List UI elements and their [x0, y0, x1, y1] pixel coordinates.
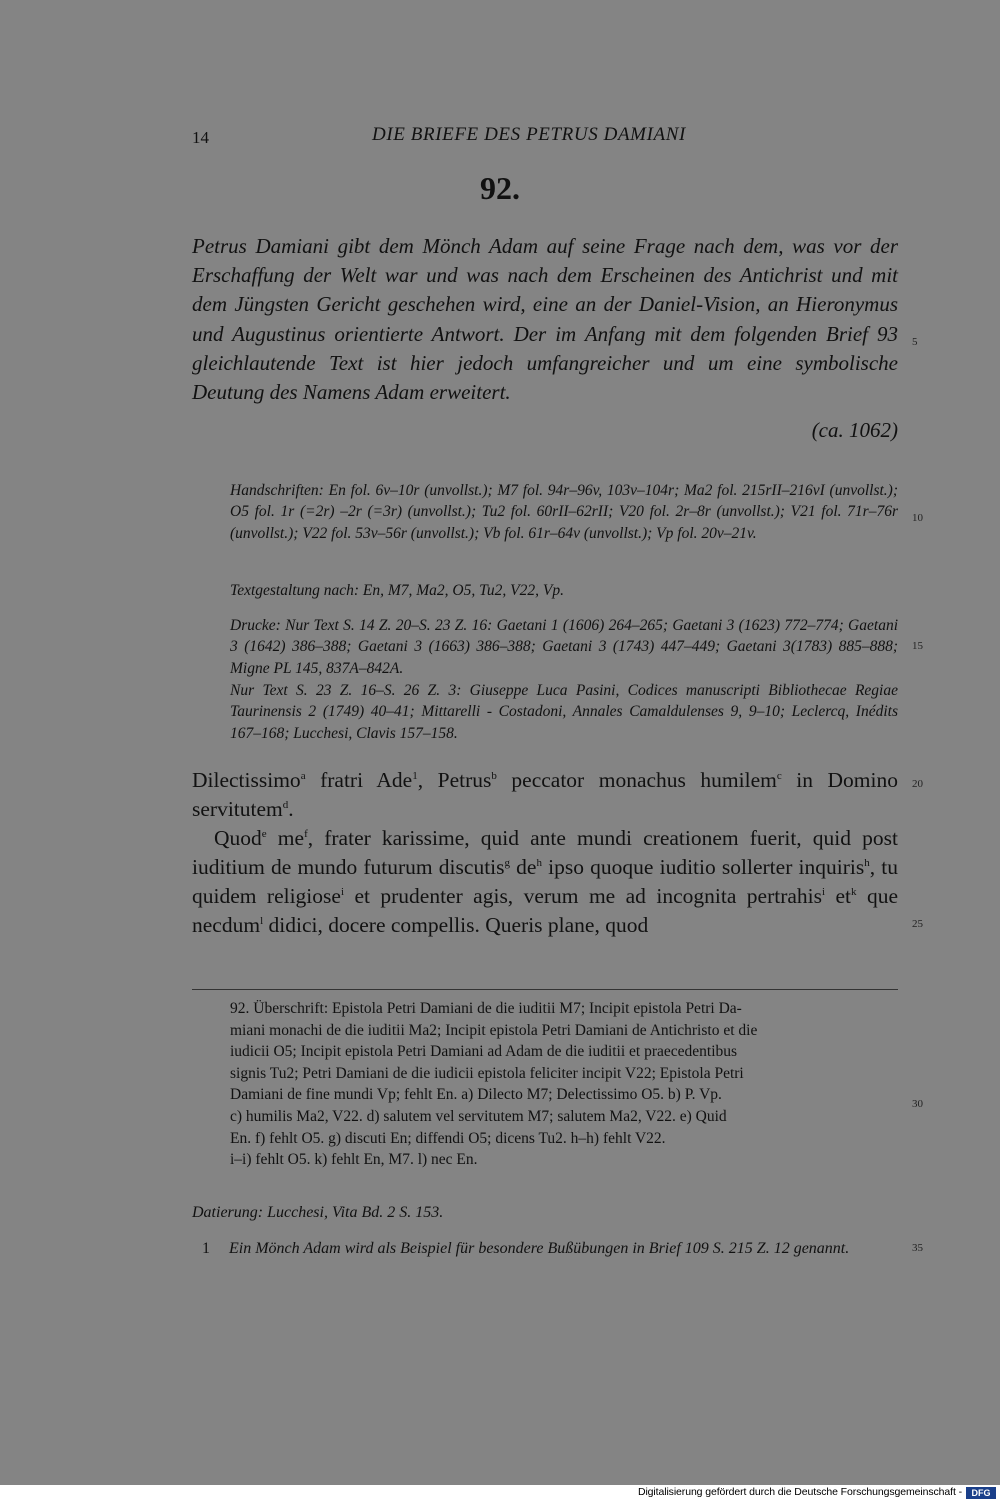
line-number: 10: [912, 512, 923, 524]
letter-number: 92.: [480, 170, 520, 206]
line-number: 20: [912, 778, 923, 790]
manuscripts-list: Handschriften: En fol. 6v–10r (unvollst.); M7 fol. 94r–96v, 103v–104r; Ma2 fol. 215rII–216vI (unvollst.); O5 fol. 1r (=2r) –2r (=3r) (unvollst.); Tu2 fol. 60rII–62rII; V20 fol. 2r–8r (unvollst.); V21 fol. 71r–76r (unvollst.); V22 fol. 53v–56r (unvollst.); Vb fol. 61r–64v (unvollst.); Vp fol. 20v–21v.: [230, 482, 898, 542]
critical-apparatus: [230, 998, 898, 1171]
apparatus-line: miani monachi de die iuditii Ma2; Incipit epistola Petri Damiani de Antichristo et die: [230, 1021, 758, 1039]
line-number: 15: [912, 640, 923, 652]
prints-list-2: Nur Text S. 23 Z. 16–S. 26 Z. 3: Giuseppe Luca Pasini, Codices manuscripti Bibliothecae Regiae Taurinensis 2 (1749) 40–41; Mittarelli - Costadoni, Annales Camaldulenses 9, 9–10; Leclercq, Inédits 167–168; Lucchesi, Clavis 157–158.: [230, 682, 898, 742]
line-number: 35: [912, 1242, 923, 1254]
dfg-logo: DFG: [966, 1487, 996, 1499]
apparatus-line: iudicii O5; Incipit epistola Petri Damiani ad Adam de die iuditii et praecedentibus: [230, 1043, 738, 1061]
letter-dating: (ca. 1062): [811, 418, 898, 442]
opening-paragraph: Quod$^e$ $me^f$, frater karissime, quid ante mundi creationem fuerit, quid post iuditium de mundo futurum discutis$^g$ $de^h$ ipso quoque iuditio sollerter inquiris$^h$, tu quidem religiose$^i$ et prudenter agis, verum me ad incognita pertrahis$^i$ $et^k$ que necdum$^l$ didici, docere compellis. Queris plane, quod: [192, 826, 898, 937]
footnote-text: Ein Mönch Adam wird als Beispiel für besondere Bußübungen in Brief 109 S. 215 Z. 12 genannt.: [229, 1240, 850, 1257]
line-number: 30: [912, 1098, 923, 1110]
running-title: DIE BRIEFE DES PETRUS DAMIANI: [372, 124, 686, 145]
apparatus-line: 92. Überschrift: Epistola Petri Damiani de die iuditii M7; Incipit epistola Petri Da-: [230, 1000, 742, 1017]
line-number: 5: [912, 336, 918, 348]
footer-bar: [0, 1485, 1000, 1501]
datierung-note: Datierung: Lucchesi, Vita Bd. 2 S. 153.: [192, 1204, 444, 1221]
letter-summary: Petrus Damiani gibt dem Mönch Adam auf seine Frage nach dem, was vor der Erschaffung der Welt war und was nach dem Erscheinen des Antichrist und mit dem Jüngsten Gericht geschehen wird, eine an der Daniel-Vision, an Hieronymus und Augustinus orientierte Antwort. Der im Anfang mit dem folgenden Brief 93 gleichlautende Text ist hier jedoch umfangreicher und um eine symbolische Deutung des Namens Adam erweitert.: [192, 234, 898, 405]
footer-credit: Digitalisierung gefördert durch die Deutsche Forschungsgemeinschaft -: [637, 1486, 962, 1498]
footnote-number: 1: [202, 1240, 210, 1257]
page-number: 14: [192, 128, 209, 147]
footnote-divider: [192, 989, 898, 990]
text-basis: Textgestaltung nach: En, M7, Ma2, O5, Tu2, V22, Vp.: [230, 582, 564, 599]
apparatus-line: i–i) fehlt O5. k) fehlt En, M7. l) nec En.: [230, 1151, 478, 1169]
line-number: 25: [912, 918, 923, 930]
letter-main-text: [192, 766, 898, 940]
footnote: [202, 1238, 898, 1260]
salutation: Dilectissimo$^a$ fratri Ade$^1$, Petrus$^b$ peccator monachus humilem$^c$ in Domino servitutem$^d$.: [192, 768, 899, 821]
apparatus-line: signis Tu2; Petri Damiani de die iudicii epistola feliciter incipit V22; Epistola Petri: [230, 1064, 744, 1082]
apparatus-line: En. f) fehlt O5. g) discuti En; diffendi O5; dicens Tu2. h–h) fehlt V22.: [230, 1129, 666, 1147]
prints-list: Drucke: Nur Text S. 14 Z. 20–S. 23 Z. 16: Gaetani 1 (1606) 264–265; Gaetani 3 (1623) 772–774; Gaetani 3 (1642) 386–388; Gaetani 3 (1663) 386–388; Gaetani 3 (1743) 447–449; Gaetani 3(1783) 885–888; Migne PL 145, 837A–842A.: [230, 617, 898, 677]
apparatus-line: c) humilis Ma2, V22. d) salutem vel servitutem M7; salutem Ma2, V22. e) Quid: [230, 1107, 727, 1125]
apparatus-line: Damiani de fine mundi Vp; fehlt En. a) Dilecto M7; Delectissimo O5. b) P. Vp.: [230, 1086, 722, 1104]
